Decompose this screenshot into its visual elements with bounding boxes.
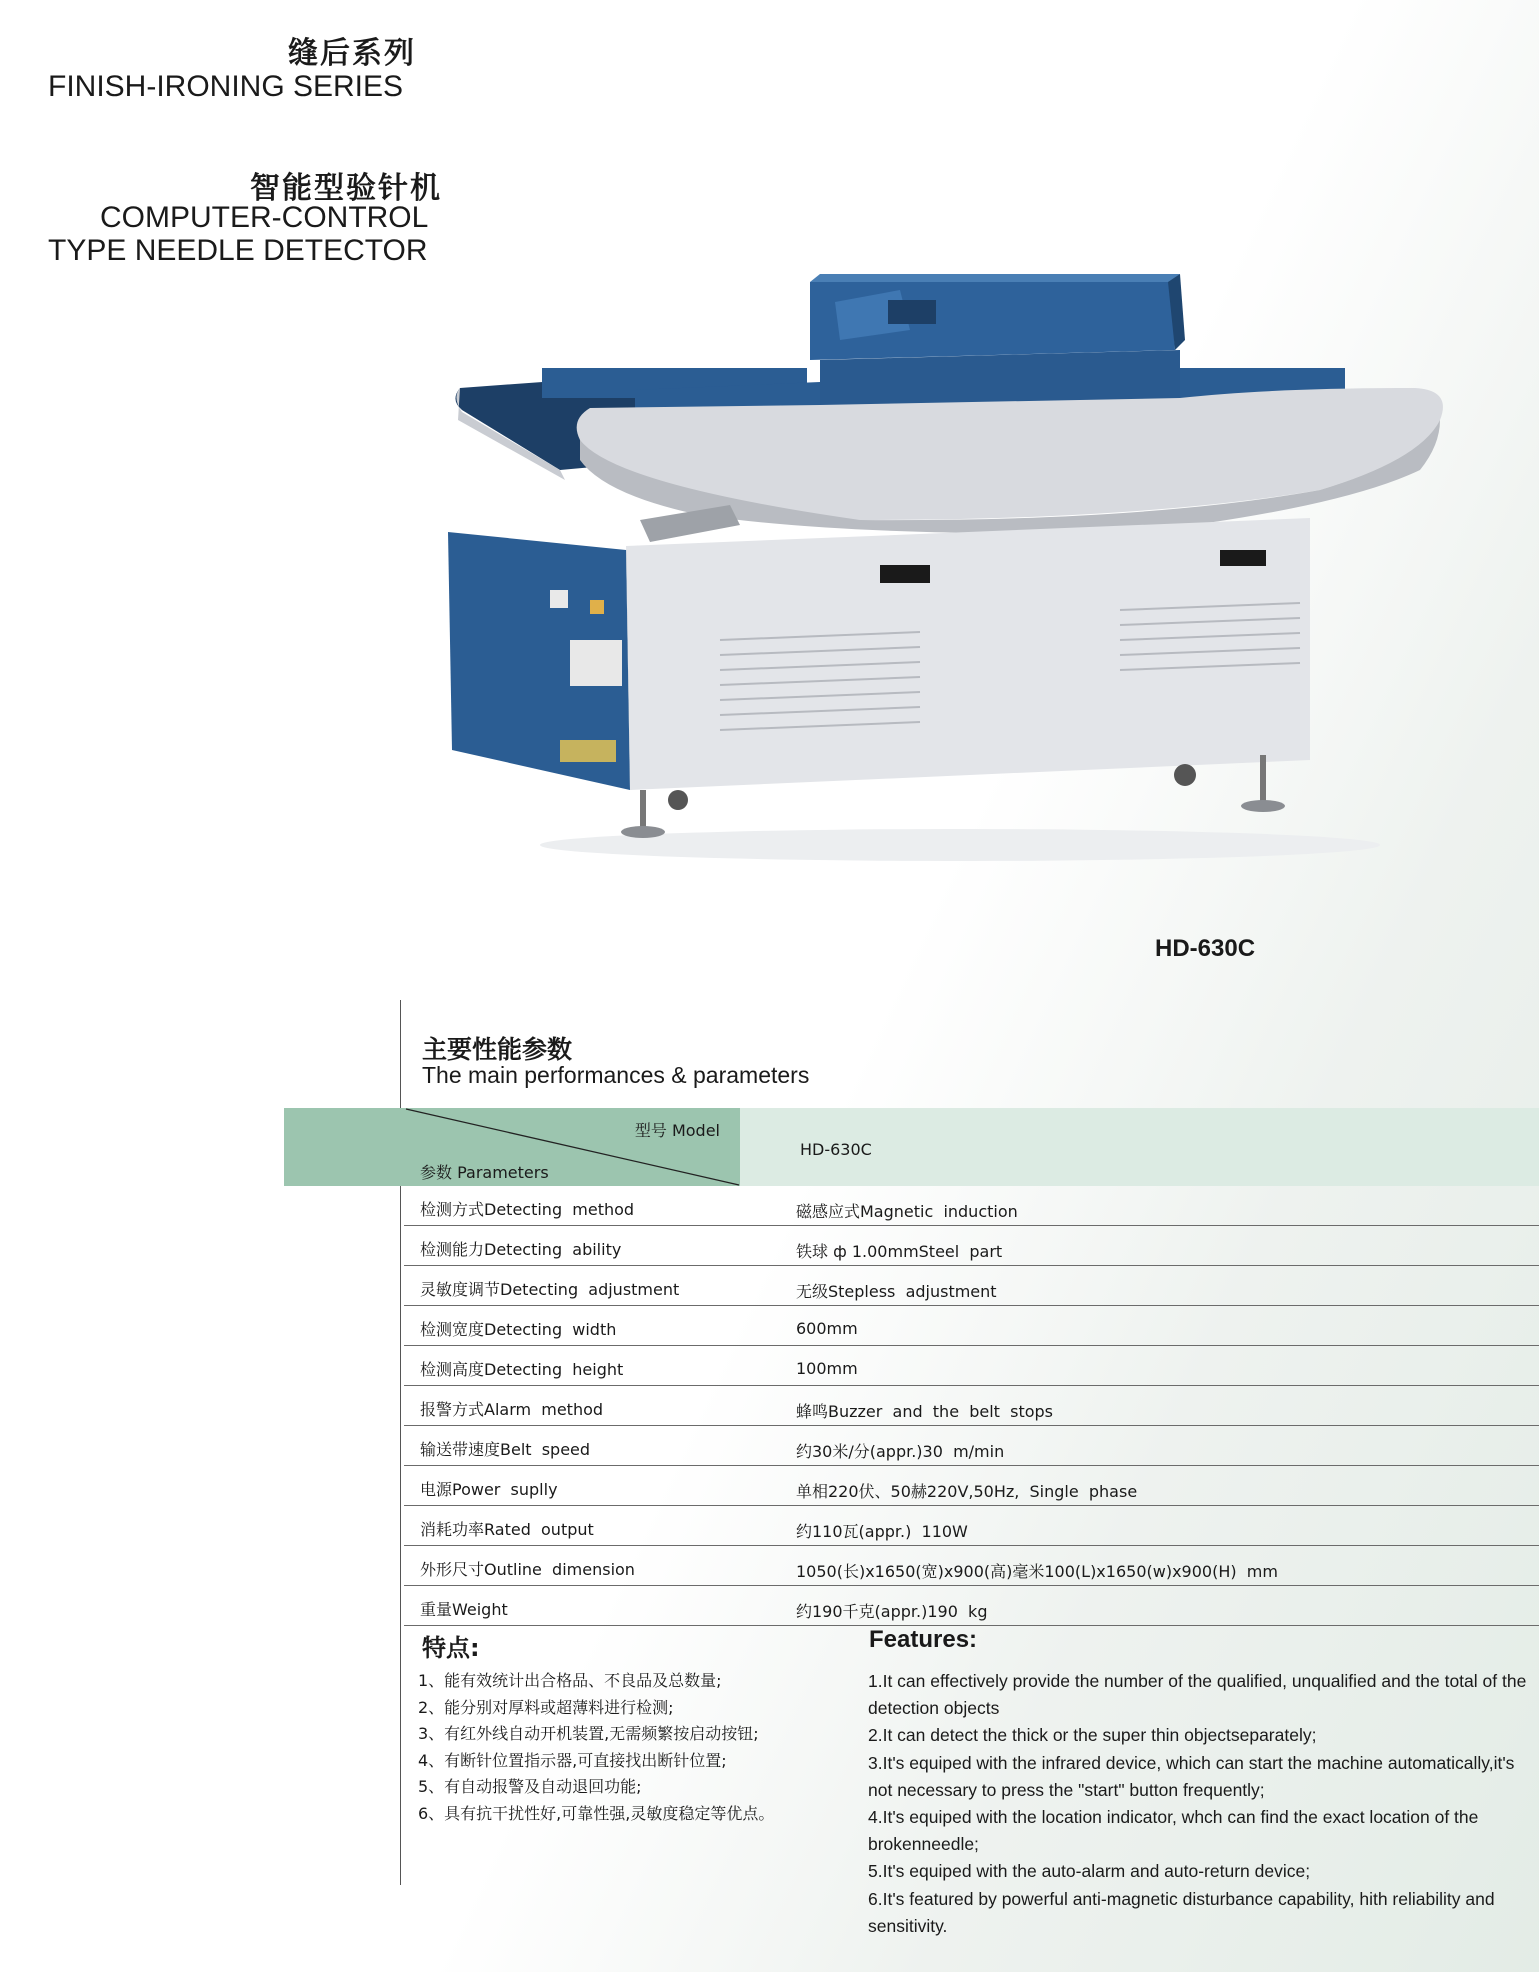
model-label: HD-630C — [1155, 935, 1256, 962]
table-row — [404, 1346, 1539, 1386]
feature-item-cn: 4、有断针位置指示器,可直接找出断针位置; — [418, 1750, 727, 1770]
param-value: 蜂鸣Buzzer and the belt stops — [796, 1402, 1053, 1421]
specs-title-en: The main performances & parameters — [422, 1062, 810, 1088]
table-row — [404, 1466, 1539, 1506]
feature-item-cn: 5、有自动报警及自动退回功能; — [418, 1777, 642, 1796]
feature-item-cn: 3、有红外线自动开机装置,无需频繁按启动按钮; — [418, 1724, 759, 1743]
param-value: 无级Stepless adjustment — [796, 1282, 997, 1301]
param-name: 重量Weight — [420, 1600, 508, 1619]
param-value: 约190千克(appr.)190 kg — [796, 1602, 988, 1621]
param-value: 铁球 ф 1.00mmSteel part — [796, 1242, 1003, 1261]
features-list-cn — [418, 1668, 774, 1827]
table-row — [404, 1306, 1539, 1346]
series-title-en: FINISH-IRONING SERIES — [48, 70, 404, 103]
param-value: 600mm — [796, 1319, 858, 1338]
param-name: 外形尺寸Outline dimension — [420, 1560, 635, 1579]
product-title-en-line1: COMPUTER-CONTROL — [100, 201, 429, 234]
table-row — [404, 1186, 1539, 1226]
feature-item-en: 1.It can effectively provide the number of the qualified, unqualified and the total of the detection objects — [868, 1671, 1527, 1719]
param-value: 磁感应式Magnetic induction — [796, 1202, 1018, 1221]
header-model-label: 型号 Model — [634, 1121, 720, 1140]
param-name: 输送带速度Belt speed — [420, 1440, 591, 1459]
series-title-cn: 缝后系列 — [288, 36, 416, 71]
needle-detector-machine-image — [440, 270, 1460, 870]
param-value: 约30米/分(appr.)30 m/min — [796, 1442, 1005, 1461]
param-name: 检测能力Detecting ability — [420, 1240, 622, 1259]
feature-item-en: 4.It's equiped with the location indicator, whch can find the exact location of the brokenneedle; — [868, 1807, 1479, 1855]
feature-item-en: 6.It's featured by powerful anti-magnetic disturbance capability, hith reliability and sensitivity. — [868, 1888, 1495, 1936]
param-value: 单相220伏、50赫220V,50Hz, Single phase — [796, 1482, 1138, 1501]
header-label-cell — [284, 1108, 740, 1186]
feature-item-cn: 2、能分别对厚料或超薄料进行检测; — [418, 1697, 674, 1717]
table-row — [404, 1586, 1539, 1626]
features-list-en — [868, 1668, 1528, 1940]
param-value: 100mm — [796, 1359, 858, 1378]
param-name: 检测方式Detecting method — [420, 1200, 635, 1219]
specs-table-header — [284, 1108, 1539, 1186]
feature-item-en: 2.It can detect the thick or the super thin objectseparately; — [868, 1725, 1317, 1746]
features-title-cn: 特点: — [422, 1634, 480, 1662]
param-name: 电源Power suplly — [420, 1480, 558, 1499]
specs-table-body — [404, 1186, 1539, 1626]
param-name: 报警方式Alarm method — [420, 1400, 604, 1419]
feature-item-en: 5.It's equiped with the auto-alarm and auto-return device; — [868, 1861, 1311, 1882]
param-name: 消耗功率Rated output — [420, 1520, 594, 1539]
table-row — [404, 1226, 1539, 1266]
param-name: 检测高度Detecting height — [420, 1360, 624, 1379]
param-value: 约110瓦(appr.) 110W — [796, 1522, 968, 1541]
header-params-label: 参数 Parameters — [420, 1163, 549, 1182]
product-title-cn: 智能型验针机 — [250, 171, 442, 206]
feature-item-cn: 6、具有抗干扰性好,可靠性强,灵敏度稳定等优点。 — [418, 1803, 775, 1823]
table-row — [404, 1546, 1539, 1586]
header-model-value: HD-630C — [800, 1140, 872, 1159]
feature-item-cn: 1、能有效统计出合格品、不良品及总数量; — [418, 1671, 722, 1690]
table-row — [404, 1386, 1539, 1426]
table-row — [404, 1426, 1539, 1466]
table-row — [404, 1506, 1539, 1546]
feature-item-en: 3.It's equiped with the infrared device, which can start the machine automatically,it's not necessary to press the "start" button frequently; — [868, 1752, 1515, 1800]
features-title-en: Features: — [869, 1626, 978, 1653]
param-name: 灵敏度调节Detecting adjustment — [420, 1280, 680, 1299]
product-title-en-line2: TYPE NEEDLE DETECTOR — [48, 234, 428, 267]
param-name: 检测宽度Detecting width — [420, 1320, 617, 1339]
specs-title-cn: 主要性能参数 — [422, 1035, 573, 1064]
param-value: 1050(长)x1650(宽)x900(高)毫米100(L)x1650(w)x900(H) mm — [796, 1562, 1278, 1581]
table-row — [404, 1266, 1539, 1306]
